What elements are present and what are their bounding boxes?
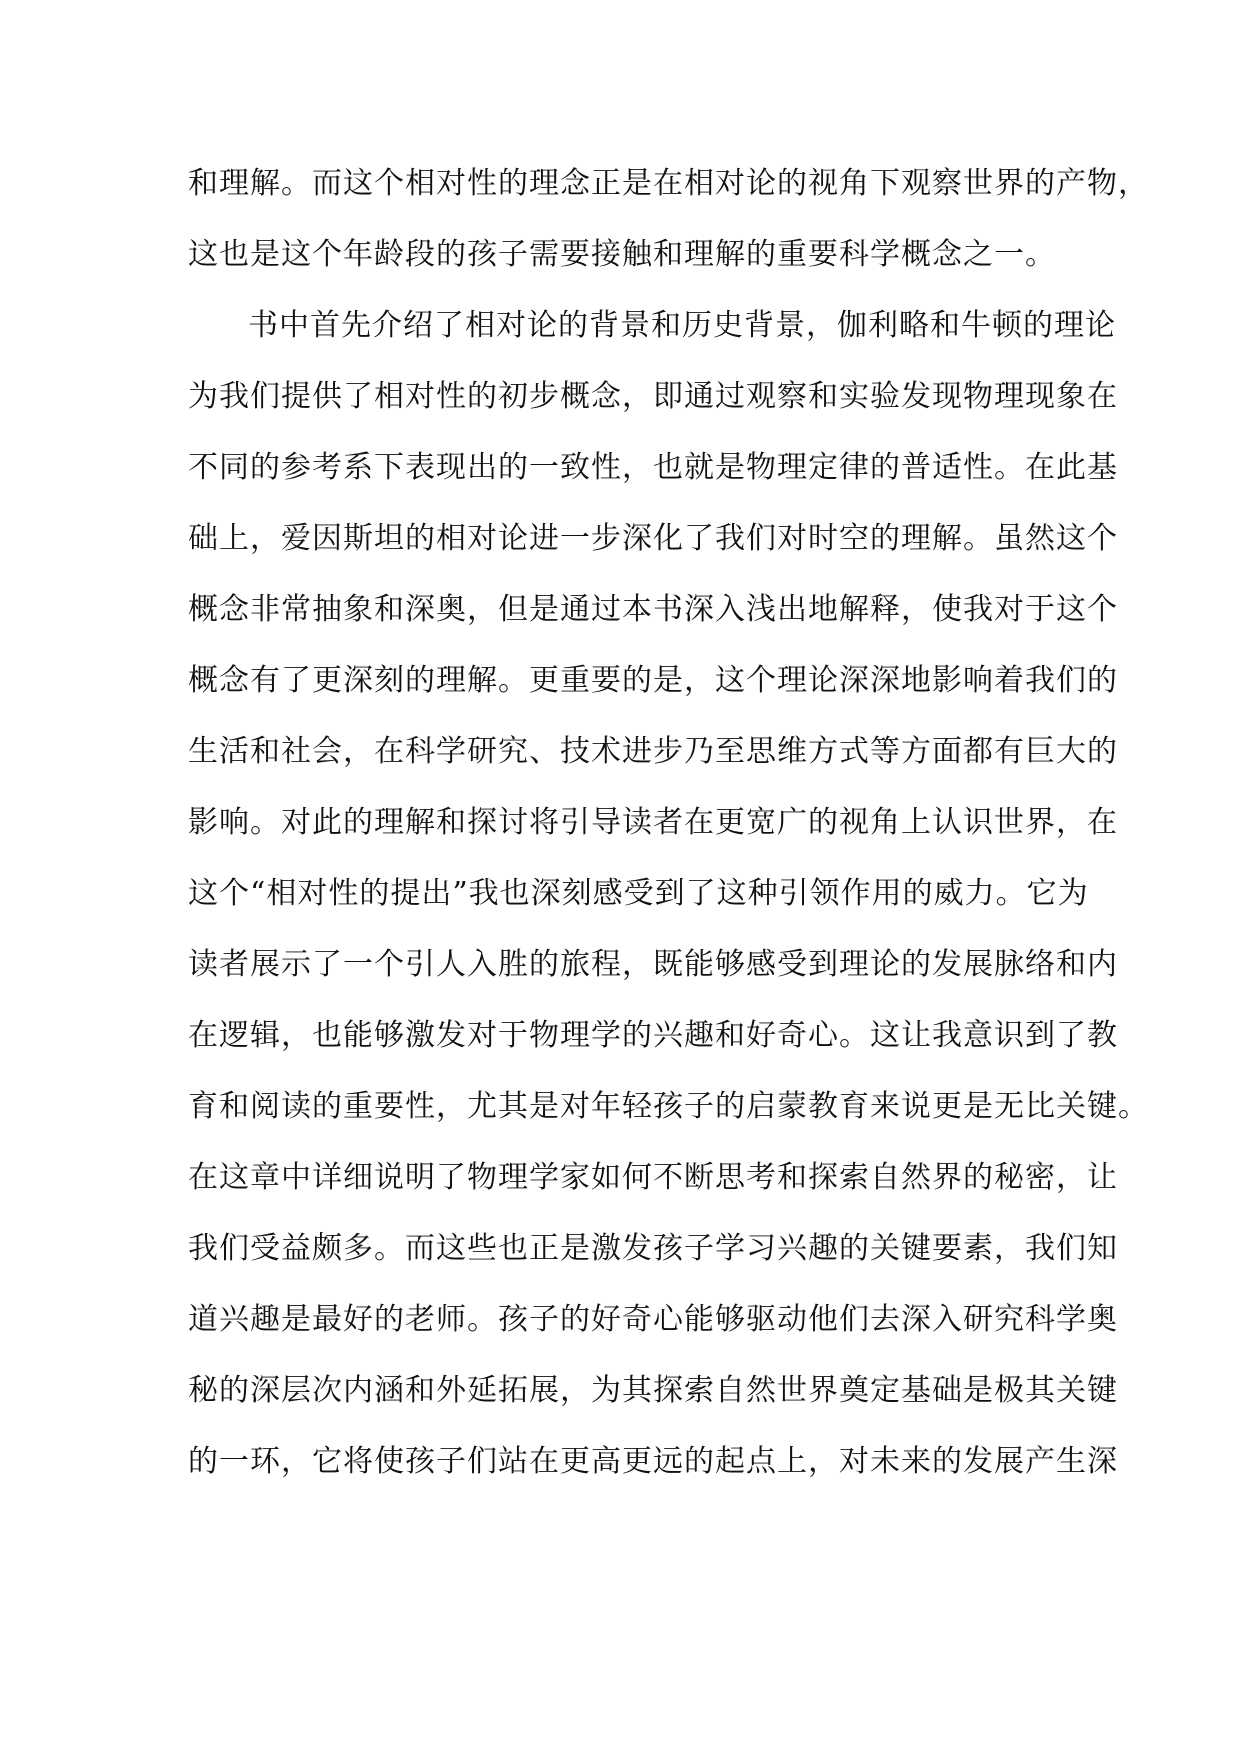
text-line: 这也是这个年龄段的孩子需要接触和理解的重要科学概念之一。 <box>188 237 1056 272</box>
text-line: 读者展示了一个引人入胜的旅程，既能够感受到理论的发展脉络和内 <box>188 947 1118 982</box>
text-line: 道兴趣是最好的老师。孩子的好奇心能够驱动他们去深入研究科学奥 <box>188 1302 1118 1337</box>
text-line: 我们受益颇多。而这些也正是激发孩子学习兴趣的关键要素，我们知 <box>188 1231 1118 1266</box>
text-line: 这个“相对性的提出”我也深刻感受到了这种引领作用的威力。它为 <box>188 876 1089 911</box>
text-line: 础上，爱因斯坦的相对论进一步深化了我们对时空的理解。虽然这个 <box>188 521 1118 556</box>
text-line: 育和阅读的重要性，尤其是对年轻孩子的启蒙教育来说更是无比关键。 <box>188 1089 1149 1124</box>
text-line: 的一环，它将使孩子们站在更高更远的起点上，对未来的发展产生深 <box>188 1444 1118 1479</box>
text-line: 和理解。而这个相对性的理念正是在相对论的视角下观察世界的产物， <box>188 166 1149 201</box>
paragraph-start-line: 书中首先介绍了相对论的背景和历史背景，伽利略和牛顿的理论 <box>248 308 1116 343</box>
text-line: 概念非常抽象和深奥，但是通过本书深入浅出地解释，使我对于这个 <box>188 592 1118 627</box>
text-line: 影响。对此的理解和探讨将引导读者在更宽广的视角上认识世界，在 <box>188 805 1118 840</box>
text-line: 生活和社会，在科学研究、技术进步乃至思维方式等方面都有巨大的 <box>188 734 1118 769</box>
text-line: 秘的深层次内涵和外延拓展，为其探索自然世界奠定基础是极其关键 <box>188 1373 1118 1408</box>
text-line: 概念有了更深刻的理解。更重要的是，这个理论深深地影响着我们的 <box>188 663 1118 698</box>
text-line: 在逻辑，也能够激发对于物理学的兴趣和好奇心。这让我意识到了教 <box>188 1018 1118 1053</box>
text-line: 不同的参考系下表现出的一致性，也就是物理定律的普适性。在此基 <box>188 450 1118 485</box>
text-line: 为我们提供了相对性的初步概念，即通过观察和实验发现物理现象在 <box>188 379 1118 414</box>
body-text <box>188 148 1149 1497</box>
text-line: 在这章中详细说明了物理学家如何不断思考和探索自然界的秘密，让 <box>188 1160 1118 1195</box>
